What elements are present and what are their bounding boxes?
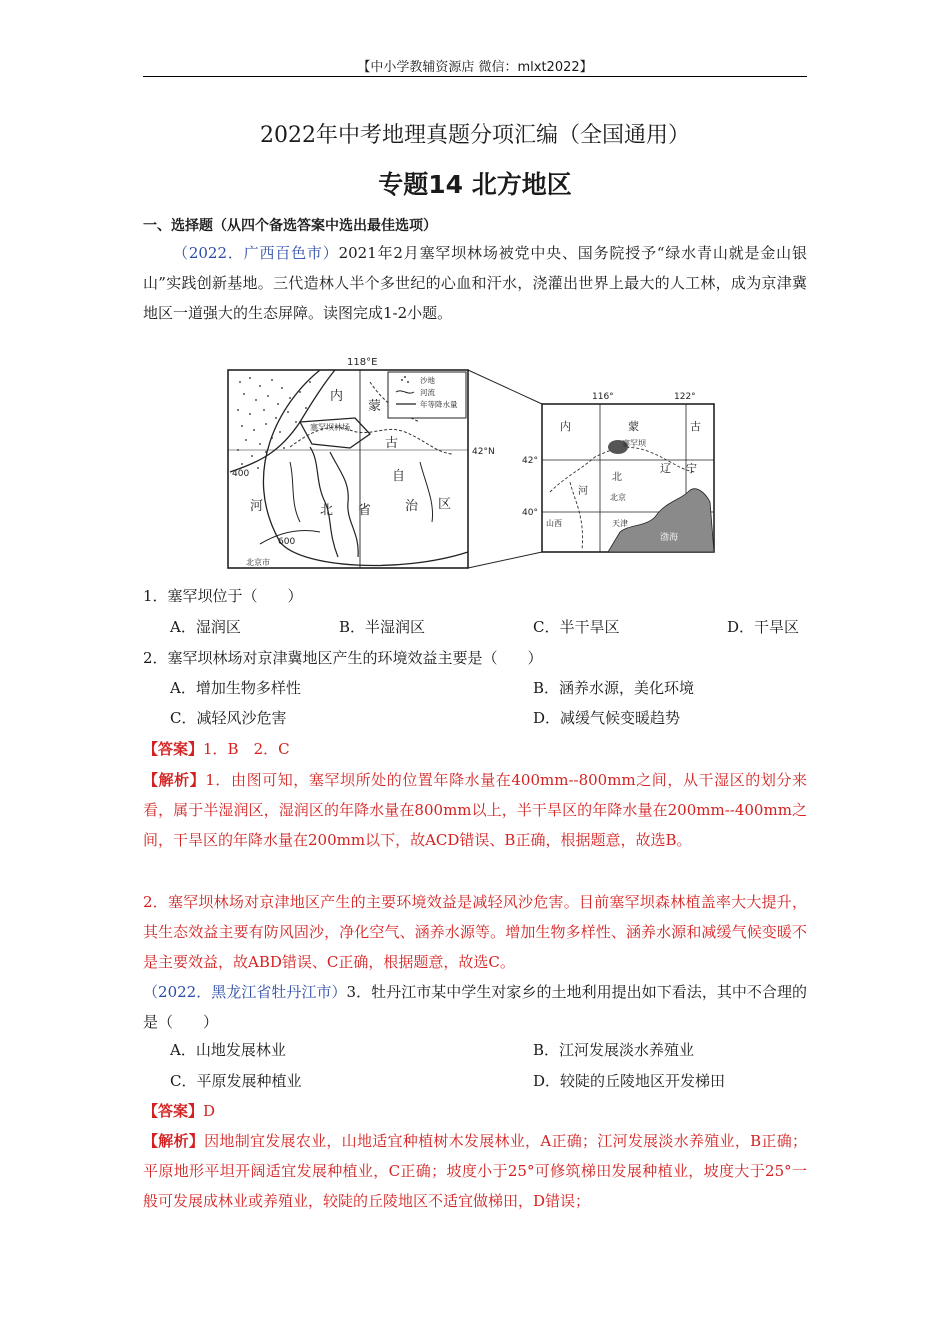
document-title: 2022年中考地理真题分项汇编（全国通用）	[260, 123, 690, 148]
analysis-3-text: 因地制宜发展农业，山地适宜种植树木发展林业，A正确；江河发展淡水养殖业，B正确；平原地形平坦开阔适宜发展种植业，C正确；坡度小于25°可修筑梯田发展种植业，坡度大于25°一般可发展成林业或养殖业，较陡的丘陵地区不适宜做梯田，D错误；	[143, 1132, 807, 1210]
rmap-ning: 宁	[686, 462, 697, 475]
q1-option-c: C．半干旱区	[533, 618, 620, 636]
q2-option-d: D．减缓气候变暖趋势	[533, 709, 681, 727]
isohyet-600-label: 600	[278, 537, 296, 547]
right-map	[522, 392, 714, 552]
map-label-sheng: 省	[358, 503, 372, 518]
left-map	[228, 357, 495, 568]
analysis-1	[143, 765, 807, 855]
map-label-gu: 古	[385, 436, 399, 451]
answer-text: 1．B 2．C	[203, 740, 290, 758]
legend-isohyet: 年等降水量	[420, 400, 458, 409]
q1-option-d: D．干旱区	[727, 618, 800, 636]
analysis-3-label: 【解析】	[143, 1132, 205, 1150]
q1-stem: 1．塞罕坝位于（ ）	[143, 587, 303, 605]
rmap-nei: 内	[560, 420, 571, 433]
q3-text: 3．牡丹江市某中学生对家乡的土地利用提出如下看法，其中不合理的是（ ）	[143, 983, 807, 1031]
answer-3-text: D	[203, 1102, 216, 1120]
rmap-liao: 辽	[660, 462, 671, 475]
saihanba-map-figure	[220, 352, 740, 574]
rmap-he: 河	[578, 486, 588, 497]
section-heading: 一、选择题（从四个备选答案中选出最佳选项）	[143, 218, 437, 234]
q2-stem: 2．塞罕坝林场对京津冀地区产生的环境效益主要是（ ）	[143, 649, 543, 667]
rmap-bei: 北	[612, 472, 622, 483]
lon-118-label: 118°E	[347, 357, 378, 368]
isohyet-400-label: 400	[232, 469, 250, 479]
q3-stem	[143, 977, 807, 1037]
analysis-label: 【解析】	[143, 771, 206, 789]
q2-option-a: A．增加生物多样性	[170, 679, 301, 697]
intro-text: 2021年2月塞罕坝林场被党中央、国务院授予“绿水青山就是金山银山”实践创新基地。三代造林人半个多世纪的心血和汗水，浇灌出世界上最大的人工林，成为京津冀地区一道强大的生态屏障。读图完成1-2小题。	[143, 244, 807, 322]
map-label-zhi: 治	[405, 499, 419, 514]
answer-1-2	[143, 734, 290, 764]
intro-paragraph	[143, 238, 807, 328]
map-label-he: 河	[250, 499, 264, 514]
beijing-label-left: 北京市	[246, 558, 270, 567]
map-label-meng: 蒙	[368, 399, 382, 414]
legend-sand: 沙地	[420, 376, 435, 385]
answer-3-label: 【答案】	[143, 1102, 204, 1120]
rmap-beijing: 北京	[610, 493, 626, 502]
answer-3	[143, 1096, 215, 1126]
rmap-meng: 蒙	[628, 420, 639, 433]
map-label-bei: 北	[320, 503, 334, 518]
map-label-qu: 区	[438, 497, 452, 512]
rmap-gu: 古	[690, 420, 701, 433]
lat-40-label: 40°	[522, 508, 538, 518]
map-label-nei: 内	[330, 389, 344, 404]
lon-116-label: 116°	[592, 392, 614, 402]
rmap-tianjin: 天津	[612, 519, 628, 528]
q3-option-c: C．平原发展种植业	[170, 1072, 302, 1090]
saihanba-label: 塞罕坝	[622, 439, 646, 448]
q1-option-b: B．半湿润区	[339, 618, 426, 636]
topic-title: 专题14 北方地区	[378, 170, 572, 199]
page-header: 【中小学教辅资源店 微信：mlxt2022】	[357, 60, 593, 75]
analysis-2: 2．塞罕坝林场对京津地区产生的主要环境效益是减轻风沙危害。目前塞罕坝森林植盖率大大提升，其生态效益主要有防风固沙，净化空气、涵养水源等。增加生物多样性、涵养水源和减缓气候变暖不是主要效益，故ABD错误、C正确，根据题意，故选C。	[143, 893, 807, 971]
q1-option-a: A．湿润区	[170, 618, 241, 636]
map-label-zi: 自	[392, 469, 406, 484]
header-divider	[143, 76, 807, 77]
analysis-3	[143, 1126, 807, 1216]
intro-source: （2022．广西百色市）	[173, 244, 339, 262]
legend-river: 河流	[420, 388, 435, 397]
q2-option-c: C．减轻风沙危害	[170, 709, 287, 727]
analysis-1-text: 1．由图可知，塞罕坝所处的位置年降水量在400mm--800mm之间，从干湿区的划分来看，属于半湿润区，湿润区的年降水量在800mm以上，半干旱区的年降水量在200mm--400mm之间，干旱区的年降水量在200mm以下，故ACD错误、B正确，根据题意，故选B。	[143, 771, 807, 849]
q3-option-a: A．山地发展林业	[170, 1041, 286, 1059]
lat-42-right-label: 42°	[522, 456, 538, 466]
q2-option-b: B．涵养水源，美化环境	[533, 679, 695, 697]
lat-42-label: 42°N	[472, 447, 495, 457]
lon-122-label: 122°	[674, 392, 696, 402]
q3-option-b: B．江河发展淡水养殖业	[533, 1041, 695, 1059]
rmap-shanxi: 山西	[546, 519, 562, 528]
forest-label: 塞罕坝林场	[310, 423, 350, 432]
q3-source: （2022．黑龙江省牡丹江市）	[143, 983, 347, 1001]
q3-option-d: D．较陡的丘陵地区开发梯田	[533, 1072, 726, 1090]
answer-label: 【答案】	[143, 740, 204, 758]
bohai-label: 渤海	[660, 533, 679, 543]
